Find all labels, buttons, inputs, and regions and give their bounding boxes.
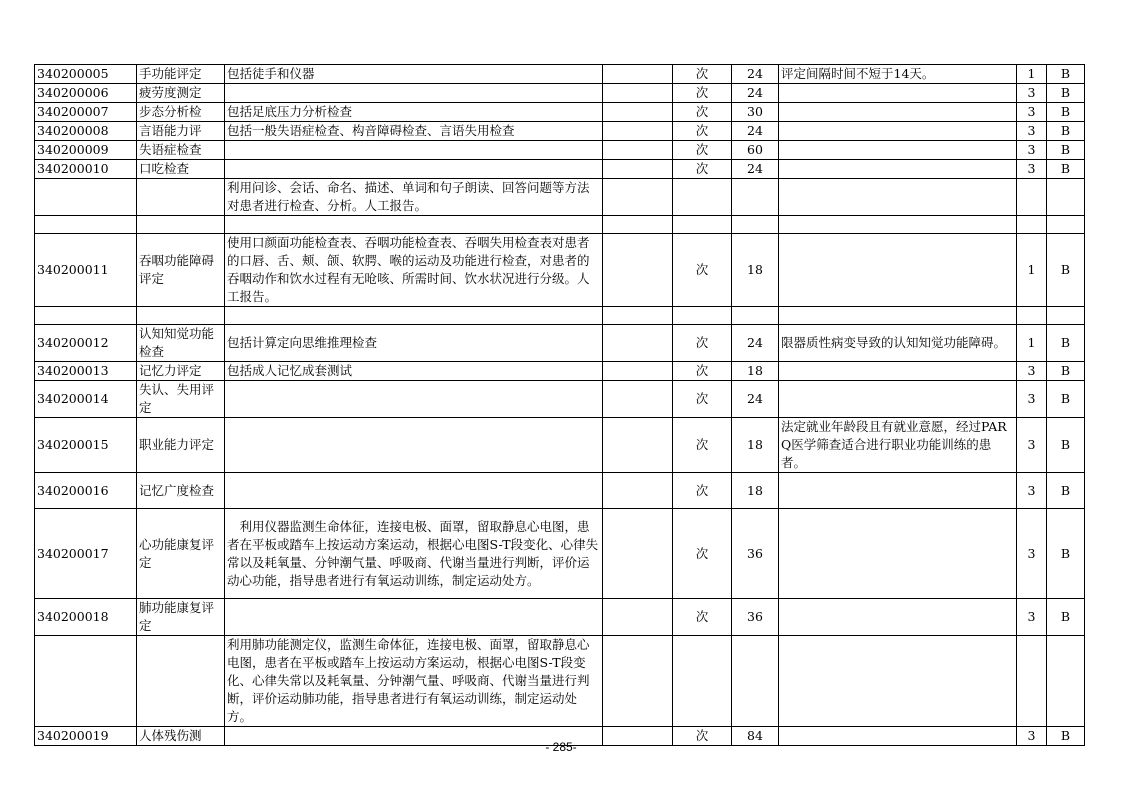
item-note: 评定间隔时间不短于14天。 bbox=[779, 65, 1017, 84]
item-name: 言语能力评 bbox=[137, 122, 225, 141]
item-level: 3 bbox=[1017, 418, 1047, 473]
item-description bbox=[225, 160, 603, 179]
item-class: B bbox=[1047, 418, 1085, 473]
item-code: 340200009 bbox=[35, 141, 137, 160]
empty-cell bbox=[603, 179, 673, 216]
item-description bbox=[225, 473, 603, 509]
item-note bbox=[779, 234, 1017, 307]
item-code: 340200016 bbox=[35, 473, 137, 509]
item-unit: 次 bbox=[673, 599, 732, 636]
item-class: B bbox=[1047, 599, 1085, 636]
table-row bbox=[35, 122, 1085, 141]
item-price: 36 bbox=[732, 599, 779, 636]
item-price bbox=[732, 179, 779, 216]
item-unit: 次 bbox=[673, 509, 732, 599]
item-class: B bbox=[1047, 65, 1085, 84]
item-class bbox=[1047, 307, 1085, 325]
item-code: 340200010 bbox=[35, 160, 137, 179]
table-row bbox=[35, 325, 1085, 362]
item-unit: 次 bbox=[673, 418, 732, 473]
item-unit: 次 bbox=[673, 234, 732, 307]
item-level: 3 bbox=[1017, 84, 1047, 103]
table-row bbox=[35, 381, 1085, 418]
item-note bbox=[779, 362, 1017, 381]
item-code bbox=[35, 216, 137, 234]
item-name: 疲劳度测定 bbox=[137, 84, 225, 103]
item-class: B bbox=[1047, 122, 1085, 141]
item-price: 60 bbox=[732, 141, 779, 160]
empty-cell bbox=[603, 473, 673, 509]
empty-cell bbox=[603, 418, 673, 473]
table-row bbox=[35, 234, 1085, 307]
item-class: B bbox=[1047, 325, 1085, 362]
item-name: 认知知觉功能检查 bbox=[137, 325, 225, 362]
item-note bbox=[779, 307, 1017, 325]
item-code bbox=[35, 179, 137, 216]
item-note bbox=[779, 179, 1017, 216]
table-row bbox=[35, 141, 1085, 160]
item-price: 18 bbox=[732, 234, 779, 307]
item-code: 340200014 bbox=[35, 381, 137, 418]
item-description: 包括徒手和仪器 bbox=[225, 65, 603, 84]
item-code: 340200017 bbox=[35, 509, 137, 599]
item-class: B bbox=[1047, 727, 1085, 746]
item-price: 24 bbox=[732, 65, 779, 84]
item-description: 使用口颜面功能检查表、吞咽功能检查表、吞咽失用检查表对患者的口唇、舌、颊、颌、软腭、喉的运动及功能进行检查，对患者的吞咽动作和饮水过程有无呛咳、所需时间、饮水状况进行分级。人工报告。 bbox=[225, 234, 603, 307]
table-row bbox=[35, 636, 1085, 727]
item-code: 340200006 bbox=[35, 84, 137, 103]
item-note bbox=[779, 122, 1017, 141]
item-description: 包括足底压力分析检查 bbox=[225, 103, 603, 122]
item-price: 18 bbox=[732, 473, 779, 509]
item-level: 3 bbox=[1017, 362, 1047, 381]
item-level: 3 bbox=[1017, 381, 1047, 418]
table-row bbox=[35, 599, 1085, 636]
empty-cell bbox=[603, 325, 673, 362]
item-note bbox=[779, 509, 1017, 599]
item-code: 340200005 bbox=[35, 65, 137, 84]
item-level: 3 bbox=[1017, 103, 1047, 122]
item-unit: 次 bbox=[673, 160, 732, 179]
item-level: 3 bbox=[1017, 122, 1047, 141]
empty-cell bbox=[603, 84, 673, 103]
item-code: 340200019 bbox=[35, 727, 137, 746]
empty-cell bbox=[603, 65, 673, 84]
item-level bbox=[1017, 216, 1047, 234]
page-number: - 285- bbox=[545, 740, 577, 754]
table-row bbox=[35, 103, 1085, 122]
item-level: 3 bbox=[1017, 160, 1047, 179]
item-code: 340200011 bbox=[35, 234, 137, 307]
item-code: 340200015 bbox=[35, 418, 137, 473]
table-row bbox=[35, 179, 1085, 216]
fee-schedule-table bbox=[34, 64, 1085, 746]
item-class: B bbox=[1047, 234, 1085, 307]
item-name: 人体残伤测 bbox=[137, 727, 225, 746]
table-row bbox=[35, 509, 1085, 599]
table-row bbox=[35, 65, 1085, 84]
item-price: 84 bbox=[732, 727, 779, 746]
empty-cell bbox=[603, 307, 673, 325]
item-class: B bbox=[1047, 473, 1085, 509]
item-unit: 次 bbox=[673, 325, 732, 362]
item-name: 肺功能康复评定 bbox=[137, 599, 225, 636]
item-description: 包括一般失语症检查、构音障碍检查、言语失用检查 bbox=[225, 122, 603, 141]
item-price: 24 bbox=[732, 122, 779, 141]
item-price: 18 bbox=[732, 418, 779, 473]
item-level bbox=[1017, 179, 1047, 216]
item-level bbox=[1017, 307, 1047, 325]
item-code: 340200012 bbox=[35, 325, 137, 362]
item-code bbox=[35, 307, 137, 325]
table-row bbox=[35, 418, 1085, 473]
item-class bbox=[1047, 636, 1085, 727]
item-level bbox=[1017, 636, 1047, 727]
empty-cell bbox=[603, 234, 673, 307]
item-level: 3 bbox=[1017, 473, 1047, 509]
item-unit: 次 bbox=[673, 381, 732, 418]
item-name bbox=[137, 307, 225, 325]
item-level: 1 bbox=[1017, 65, 1047, 84]
item-name bbox=[137, 216, 225, 234]
item-unit: 次 bbox=[673, 141, 732, 160]
item-price: 30 bbox=[732, 103, 779, 122]
item-price bbox=[732, 307, 779, 325]
item-price bbox=[732, 636, 779, 727]
item-unit bbox=[673, 179, 732, 216]
item-price bbox=[732, 216, 779, 234]
item-class: B bbox=[1047, 103, 1085, 122]
item-note bbox=[779, 636, 1017, 727]
item-description bbox=[225, 307, 603, 325]
item-price: 18 bbox=[732, 362, 779, 381]
table-row bbox=[35, 216, 1085, 234]
item-level: 3 bbox=[1017, 727, 1047, 746]
item-price: 24 bbox=[732, 160, 779, 179]
item-level: 3 bbox=[1017, 509, 1047, 599]
item-name: 失认、失用评定 bbox=[137, 381, 225, 418]
item-note bbox=[779, 160, 1017, 179]
item-price: 24 bbox=[732, 381, 779, 418]
item-unit: 次 bbox=[673, 362, 732, 381]
empty-cell bbox=[603, 216, 673, 234]
item-name: 失语症检查 bbox=[137, 141, 225, 160]
empty-cell bbox=[603, 381, 673, 418]
item-description bbox=[225, 418, 603, 473]
item-class: B bbox=[1047, 160, 1085, 179]
item-name: 记忆力评定 bbox=[137, 362, 225, 381]
empty-cell bbox=[603, 160, 673, 179]
empty-cell bbox=[603, 122, 673, 141]
item-name: 手功能评定 bbox=[137, 65, 225, 84]
item-unit: 次 bbox=[673, 65, 732, 84]
item-description bbox=[225, 381, 603, 418]
item-name: 吞咽功能障碍评定 bbox=[137, 234, 225, 307]
item-name: 步态分析检 bbox=[137, 103, 225, 122]
item-unit: 次 bbox=[673, 103, 732, 122]
item-class: B bbox=[1047, 362, 1085, 381]
item-description bbox=[225, 84, 603, 103]
item-class: B bbox=[1047, 84, 1085, 103]
empty-cell bbox=[603, 103, 673, 122]
item-note bbox=[779, 599, 1017, 636]
item-code: 340200013 bbox=[35, 362, 137, 381]
item-description: 包括成人记忆成套测试 bbox=[225, 362, 603, 381]
item-price: 36 bbox=[732, 509, 779, 599]
table-row bbox=[35, 84, 1085, 103]
item-description: 利用问诊、会话、命名、描述、单词和句子朗读、回答问题等方法对患者进行检查、分析。人工报告。 bbox=[225, 179, 603, 216]
item-unit bbox=[673, 636, 732, 727]
table-row bbox=[35, 307, 1085, 325]
item-unit bbox=[673, 216, 732, 234]
item-code: 340200008 bbox=[35, 122, 137, 141]
table-row bbox=[35, 362, 1085, 381]
empty-cell bbox=[603, 362, 673, 381]
item-description: 包括计算定向思维推理检查 bbox=[225, 325, 603, 362]
item-unit: 次 bbox=[673, 84, 732, 103]
item-unit: 次 bbox=[673, 473, 732, 509]
item-unit: 次 bbox=[673, 122, 732, 141]
item-name: 口吃检查 bbox=[137, 160, 225, 179]
item-description bbox=[225, 216, 603, 234]
item-note bbox=[779, 103, 1017, 122]
item-name: 记忆广度检查 bbox=[137, 473, 225, 509]
item-code bbox=[35, 636, 137, 727]
item-note: 法定就业年龄段且有就业意愿，经过PARQ医学筛查适合进行职业功能训练的患者。 bbox=[779, 418, 1017, 473]
item-name bbox=[137, 636, 225, 727]
item-note: 限器质性病变导致的认知知觉功能障碍。 bbox=[779, 325, 1017, 362]
item-description: 利用仪器监测生命体征，连接电极、面罩，留取静息心电图，患者在平板或踏车上按运动方案运动，根据心电图S-T段变化、心律失常以及耗氧量、分钟潮气量、呼吸商、代谢当量进行判断，评价运动心功能，指导患者进行有氧运动训练，制定运动处方。 bbox=[225, 509, 603, 599]
empty-cell bbox=[603, 141, 673, 160]
item-code: 340200007 bbox=[35, 103, 137, 122]
item-description bbox=[225, 599, 603, 636]
item-note bbox=[779, 141, 1017, 160]
empty-cell bbox=[603, 599, 673, 636]
item-code: 340200018 bbox=[35, 599, 137, 636]
item-note bbox=[779, 216, 1017, 234]
item-class bbox=[1047, 216, 1085, 234]
table-row bbox=[35, 160, 1085, 179]
item-price: 24 bbox=[732, 325, 779, 362]
item-description: 利用肺功能测定仪，监测生命体征，连接电极、面罩，留取静息心电图，患者在平板或踏车上按运动方案运动，根据心电图S-T段变化、心律失常以及耗氧量、分钟潮气量、呼吸商、代谢当量进行判断，评价运动肺功能，指导患者进行有氧运动训练，制定运动处方。 bbox=[225, 636, 603, 727]
item-name: 心功能康复评定 bbox=[137, 509, 225, 599]
table-row bbox=[35, 473, 1085, 509]
item-note bbox=[779, 473, 1017, 509]
item-name: 职业能力评定 bbox=[137, 418, 225, 473]
item-class bbox=[1047, 179, 1085, 216]
item-unit: 次 bbox=[673, 727, 732, 746]
item-class: B bbox=[1047, 381, 1085, 418]
item-note bbox=[779, 381, 1017, 418]
empty-cell bbox=[603, 509, 673, 599]
item-level: 1 bbox=[1017, 234, 1047, 307]
item-note bbox=[779, 84, 1017, 103]
empty-cell bbox=[603, 636, 673, 727]
item-level: 3 bbox=[1017, 599, 1047, 636]
item-class: B bbox=[1047, 509, 1085, 599]
item-description bbox=[225, 141, 603, 160]
item-price: 24 bbox=[732, 84, 779, 103]
item-level: 3 bbox=[1017, 141, 1047, 160]
item-level: 1 bbox=[1017, 325, 1047, 362]
item-name bbox=[137, 179, 225, 216]
item-class: B bbox=[1047, 141, 1085, 160]
item-unit bbox=[673, 307, 732, 325]
